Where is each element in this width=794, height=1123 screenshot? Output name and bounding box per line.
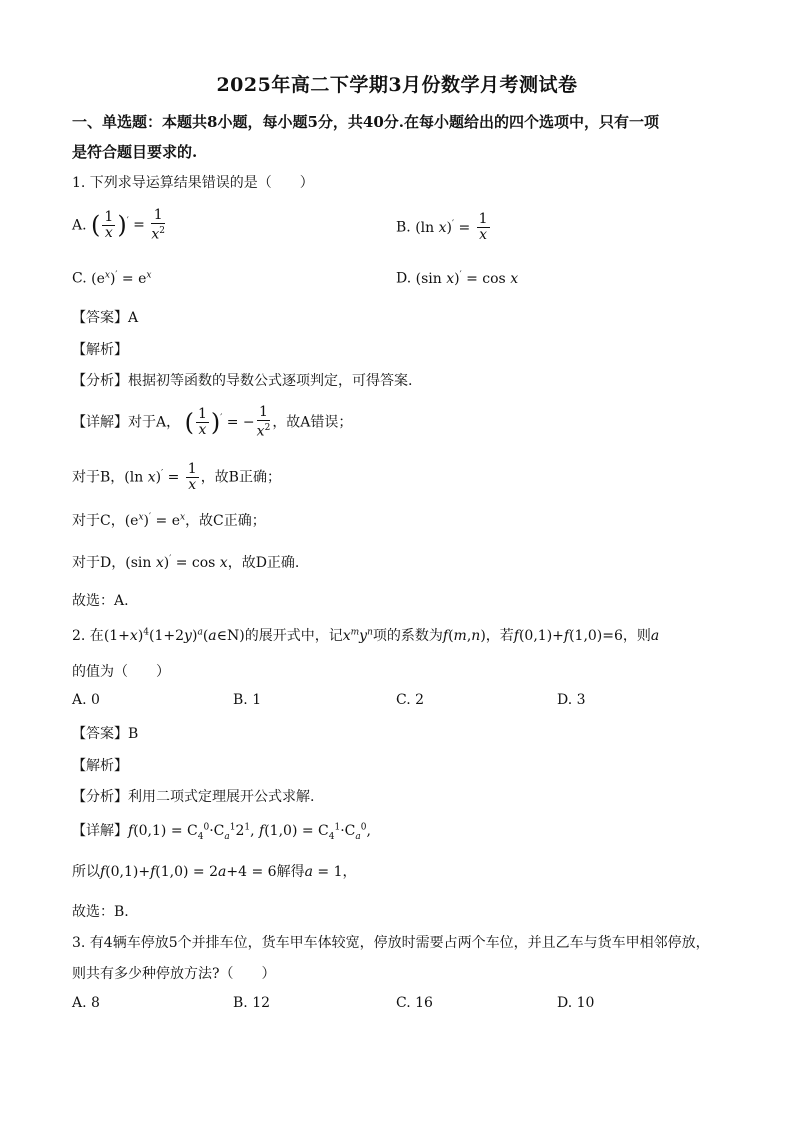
q2-option-d: D. 3 [557,692,586,708]
detail-label: 【详解】 [72,414,128,431]
q1-option-b [396,212,492,243]
q1-option-b-label: B. [396,219,411,236]
q2-option-b: B. 1 [233,692,262,708]
q1-detail-d-post: ，故D正确. [227,555,300,571]
section-header-line1: 一、单选题：本题共8小题，每小题5分，共40分.在每小题给出的四个选项中，只有一项 [72,113,659,131]
section-header-line2: 是符合题目要求的. [72,143,198,161]
fenxi-label: 【分析】 [72,373,128,389]
choose-label: 故选： [72,593,114,609]
q1-option-d-label: D. [396,270,412,287]
q2-so-pre: 所以 [72,864,100,880]
q1-choose [72,590,129,610]
page-title: 2025年高二下学期3月份数学月考测试卷 [216,74,578,96]
answer-label: 【答案】 [72,310,128,326]
q1-option-a-formula: ( $\frac{1}{x}$ )′ = $\frac{1}{x^2}$ [91,207,166,243]
q2-stem-mid2: 项的系数为 [372,628,443,644]
q2-so: 所以f(0,1)+f(1,0) = 2a+4 = 6解得a = 1， [72,864,357,880]
answer-label: 【答案】 [72,726,128,742]
q2-analysis-label: 【解析】 [72,758,128,774]
q2-so-mid: 解得 [276,864,305,880]
q1-choose-value: A. [114,593,129,609]
q1-option-c [72,270,151,287]
q3-option-d: D. 10 [557,995,595,1011]
q1-fenxi-text: 根据初等函数的导数公式逐项判定，可得答案. [128,373,413,389]
q2-stem-mid1: 的展开式中，记 [244,628,343,644]
q2-choose-value: B. [114,904,129,920]
q1-answer-value: A [128,310,139,326]
q2-stem-pre: 2. 在 [72,628,104,644]
q2-stem-line2: 的值为（ ） [72,664,170,680]
q2-fenxi [72,786,314,806]
q1-option-c-formula: $(e^x)' = e^x$ [91,270,152,287]
q1-detail-a-post: ，故A错误； [272,414,353,431]
q1-option-a [72,208,167,243]
q1-analysis-label: 【解析】 [72,342,128,358]
q1-option-d-formula: (sin x)′ = cos x [415,270,519,287]
q2-answer [72,723,138,743]
detail-label: 【详解】 [72,823,128,839]
q1-detail-c: 对于C，$(e^x)' = e^x$，故C正确； [72,512,266,529]
q1-answer [72,307,138,327]
q3-stem-line1: 3. 有4辆车停放5个并排车位，货车甲车体较宽，停放时需要占两个车位，并且乙车与货车甲相邻停放， [72,935,710,951]
q2-stem-line1: 2. 在$(1+x)^4(1+2y)^a(a\in N)$的展开式中，记$x^my^n$项的系数为f(m,n)，若f(0,1)+f(1,0)=6，则a [72,627,660,644]
q1-option-a-label: A. [72,217,87,234]
q2-choose [72,901,129,921]
q2-stem-mid3: ，若 [485,628,514,644]
q1-detail-b-pre: 对于B， [72,469,125,486]
q2-option-a: A. 0 [72,692,100,708]
q1-option-d [396,270,518,287]
q3-stem-line2: 则共有多少种停放方法?（ ） [72,966,276,982]
q2-detail: 【详解】$f(0,1) = C_4^0\cdot C_a^12^1$, $f(1,0) = C_4^1\cdot C_a^0$, [72,822,371,842]
q2-option-c: C. 2 [396,692,425,708]
q2-fenxi-text: 利用二项式定理展开公式求解. [128,789,315,805]
q3-option-c: C. 16 [396,995,433,1011]
q1-stem: 1. 下列求导运算结果错误的是（ ） [72,175,314,191]
q1-detail-d: 对于D，(sin x)′ = cos x，故D正确. [72,554,300,571]
q1-detail-a-pre: 对于A， [128,414,181,431]
fenxi-label: 【分析】 [72,789,128,805]
q1-detail-c-pre: 对于C， [72,513,125,529]
q1-detail-b: 对于B，(ln x)′ = $\frac{1}{x}$ ，故B正确； [72,461,281,493]
q1-detail-d-pre: 对于D， [72,555,126,571]
q1-detail-a: 【详解】对于A， ( $\frac{1}{x}$ )′ = − $\frac{1}{x^2}$ ，故A错误； [72,404,353,440]
q2-answer-value: B [128,726,139,742]
q1-option-b-formula: (ln x)′ = $\frac{1}{x}$ [415,211,488,243]
choose-label: 故选： [72,904,114,920]
q3-option-a: A. 8 [72,995,100,1011]
q1-detail-c-post: ，故C正确； [185,513,266,529]
q2-so-post: ， [342,864,357,880]
q2-stem-mid4: ，则 [622,628,651,644]
q3-option-b: B. 12 [233,995,271,1011]
q1-fenxi [72,370,412,390]
q1-detail-b-post: ，故B正确； [200,469,281,486]
q1-option-c-label: C. [72,270,87,287]
